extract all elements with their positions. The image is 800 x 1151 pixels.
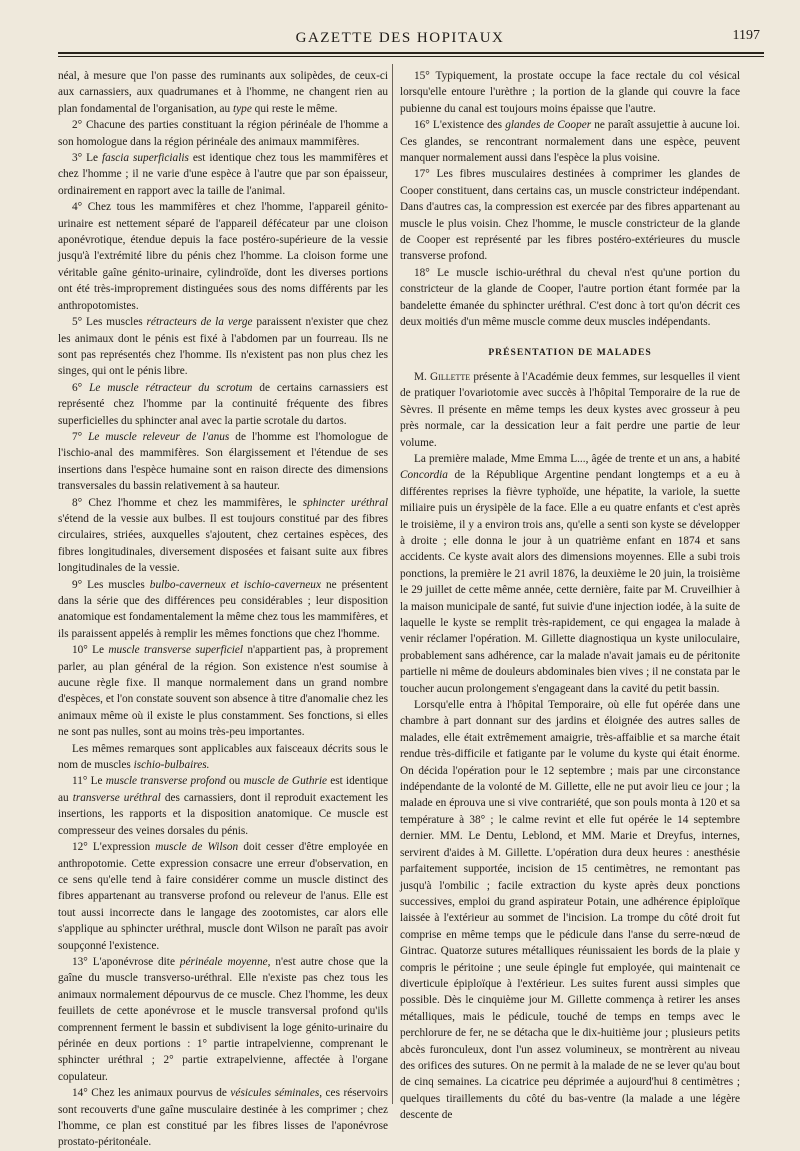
paragraph-2: 2° Chacune des parties constituant la région périnéale de l'homme a son homologue dans la région périnéale des animaux mammifères. [58,119,388,148]
right-column [400,68,740,1124]
paragraph-6: 6° Le muscle rétracteur du scrotum de certains carnassiers est représenté chez l'homme par la continuité fréquente des fibres superficielles du sphincter anal avec la partie scrotale du dartos. [58,381,388,427]
paragraph-4: 4° Chez tous les mammifères et chez l'homme, l'appareil génito-urinaire est nettement séparé de l'appareil défécateur par une cloison aponévrotique, étendue depuis la face postéro-supérieure de la vessie jusqu'à l'extrémité libre du pénis chez l'homme. La cloison forme une véritable gaîne génito-urinaire, cylindroïde, dont les diverses portions ont été très-improprement distinguées sous des noms différents par les anthropotomistes. [58,201,388,312]
column-divider [392,64,393,1104]
paragraph-1: néal, à mesure que l'on passe des ruminants aux solipèdes, de ceux-ci aux carnassiers, aux quadrumanes et à l'homme, ne changent rien au plan fondamental de l'organisation, au type qui reste le même. [58,70,388,115]
paragraph-10: 10° Le muscle transverse superficiel n'appartient pas, à proprement parler, au plan général de la région. Son existence n'est soumise à aucune règle fixe. Il manque normalement dans un grand nombre d'espèces, et l'on constate souvent son absence à titre d'anomalie chez les animaux même où il existe le plus constamment. Ses fonctions, si elles ne sont pas nulles, sont au moins très-peu importantes. [58,644,389,739]
paragraph-16: 16° L'existence des glandes de Cooper ne paraît assujettie à aucune loi. Ces glandes, se rencontrant normalement dans une espèce, peuvent manquer normalement aussi dans l'espèce la plus voisine. [400,119,741,165]
paragraph-10b: Les mêmes remarques sont applicables aux faisceaux décrits sous le nom de muscles ischio-bulbaires. [58,742,388,772]
page-number: 1197 [732,28,760,43]
paragraph-18: 18° Le muscle ischio-uréthral du cheval n'est qu'une portion du constricteur de la glande de Cooper, l'autre portion étant formée par la bandelette émanée du sphincter uréthral. C'est donc à tort qu'on décrit ces deux moitiés d'un même muscle comme deux muscles indépendants. [400,266,740,329]
paragraph-8: 8° Chez l'homme et chez les mammifères, le sphincter uréthral s'étend de la vessie aux bulbes. Il est toujours constitué par des fibres circulaires, striées, auxquelles s'ajoutent, chez certaines espèces, des fibres longitudinales, diversement disposées et faisant suite aux fibres longitudinales de la vessie. [58,496,388,575]
running-title: GAZETTE DES HOPITAUX [295,30,505,46]
left-column [58,68,388,1151]
section-heading: PRÉSENTATION DE MALADES [488,346,652,358]
paragraph-3: 3° Le fascia superficialis est identique chez tous les mammifères et chez l'homme ; il ne varie d'une espèce à l'autre que par son épaisseur, ordinairement en rapport avec la taille de l'animal. [58,152,388,197]
presentation-paragraph-2: La première malade, Mme Emma L..., âgée de trente et un ans, a habité Concordia de la République Argentine pendant longtemps et a eu à différentes reprises la fièvre typhoïde, une hépatite, la variole, la suette miliaire puis un érysipèle de la face. Elle a eu quatre enfants et c'est après le troisième, il y a environ trois ans, qu'elle a senti son kyste se développer à droite ; elle donna le jour à un quatrième enfant en 1874 et sans accidents. Ce kyste avait alors des dimensions moyennes. Elle a subi trois ponctions, la première le 21 avril 1876, la deuxième le 20 juin, la troisième le 29 juillet de cette même année, cette dernière, faite par M. Cruveilhier à la maison municipale de santé, fut suivie d'une injection iodée, à la suite de laquelle le kyste se remplit très-rapidement, ce qui engagea la malade à venir réclamer l'opération. M. Gillette diagnostiqua un kyste uniloculaire, probablement sans adhérence, car la malade n'avait jamais eu de péritonite partielle ni même de douleurs abdominales bien vives ; il ne constata par le toucher aucun prolongement s'engageant dans la cavité du petit bassin. [400,452,740,695]
paragraph-11: 11° Le muscle transverse profond ou muscle de Guthrie est identique au transverse uréthral des carnassiers, dont il reproduit exactement les insertions, les rapports et la disposition anatomique. Ce muscle est compresseur des veines dorsales du pénis. [58,775,389,837]
paragraph-14: 14° Chez les animaux pourvus de vésicules séminales, ces réservoirs sont recouverts d'une gaîne musculaire destinée à les comprimer ; chez l'homme, ce plan est constitué par les fibres lisses de l'aponévrose prostato-péritonéale. [58,1087,388,1149]
paragraph-17: 17° Les fibres musculaires destinées à comprimer les glandes de Cooper constituent, dans certains cas, un muscle constricteur indépendant. Dans d'autres cas, la compression est exercée par des fibres appartenant au muscle le plus voisin. Chez l'homme, le muscle constricteur de la glande de Cooper est représenté par les fibres postéro-extérieures du muscle transverse profond. [400,168,740,263]
header-rule [58,52,764,57]
paragraph-15: 15° Typiquement, la prostate occupe la face rectale du col vésical lorsqu'elle entoure l'urèthre ; la portion de la glande qui couvre la face pubienne du canal est toujours moins épaisse que l'autre. [400,70,740,115]
page-header [40,26,760,52]
presentation-paragraph-3: Lorsqu'elle entra à l'hôpital Temporaire, où elle fut opérée dans une chambre à part donnant sur des jardins et éloignée des autres salles de malades, elle était extrêmement amaigrie, très-affaiblie et sa marche était rendue très-difficile et fatigante par le volume du kyste qui était énorme. On décida l'opération pour le 12 septembre ; mais par une circonstance indépendante de la volonté de M. Gillette, elle ne put avoir lieu ce jour ; la malade en éprouva une si vive contrariété, que son pouls monta à 120 et sa température à 38° ; le calme revint et elle fut opérée le 14 septembre dernier. MM. Le Dentu, Leblond, et MM. Marie et Dreyfus, internes, servirent d'aides à M. Gillette. L'opération dura deux heures : anesthésie parfaitement supportée, incision de 15 centimètres, ne remontant pas jusqu'à l'ombilic ; facile extraction du kyste après deux ponctions successives, emploi du grand aspirateur Potain, une adhérence épiploïque laissée à l'extérieur au sommet de l'incision. La trompe du côté droit fut comprise en même temps que le pédicule dans l'anse du serre-nœud de Gintrac. Quatorze sutures métalliques réunissaient les bords de la plaie y compris le péritoine ; une seule épingle fut employée, qui maintenait ce diverticule épiploïque à l'extérieur. Les suites furent aussi simples que possible. Dès le cinquième jour M. Gillette commença à retirer les anses métalliques, mais le pédicule, touché de temps en temps avec le perchlorure de fer, ne se détacha que le dix-huitième jour ; plusieurs petits abcès furonculeux, dont l'un assez volumineux, se montrèrent au niveau des orifices des sutures. On ne permit à la malade de ne se lever qu'au bout de cinq semaines. La cicatrice peu déprimée a aujourd'hui 8 centimètres ; quelques tiraillements du côté du bas-ventre (la malade a une légère descente de [400,699,740,1122]
paragraph-13: 13° L'aponévrose dite périnéale moyenne, n'est autre chose que la gaîne du muscle transverso-uréthral. Elle n'existe pas chez tous les animaux normalement dépourvus de ce muscle. Chez l'homme, les deux feuillets de cette aponévrose et le muscle transversal profond qu'ils comprennent ferment le bassin et subdivisent la loge génito-urinaire du périnée en deux portions : 1° partie intrapelvienne, comprenant le sphincter uréthral ; 2° partie extrapelvienne, affectée à l'organe copulateur. [58,955,388,1083]
paragraph-5: 5° Les muscles rétracteurs de la verge paraissent n'exister que chez les animaux dont le pénis est fixé à l'abdomen par un fourreau. Ils ne sont pas représentés chez l'homme. Ils n'existent pas non plus chez les singes, qui ont le pénis libre. [58,316,389,378]
presentation-paragraph-1: M. Gillette présente à l'Académie deux femmes, sur lesquelles il vient de pratiquer l'ovariotomie avec succès à l'hôpital Temporaire de la rue de Sèvres. Il présente en même temps les deux kystes avec grosseur à peu près normale, car la dessication leur a fait perdre une partie de leur volume. [400,370,740,449]
paragraph-9: 9° Les muscles bulbo-caverneux et ischio-caverneux ne présentent dans la série que des différences peu considérables ; leur disposition anatomique est fondamentalement la même chez tous les mammifères, et ils paraissent appelés à remplir les mêmes fonctions que chez l'homme. [58,578,389,640]
paragraph-12: 12° L'expression muscle de Wilson doit cesser d'être employée en anthropotomie. Cette expression consacre une erreur d'observation, en ce sens qu'elle tend à faire considérer comme un muscle distinct des fibres appartenant au transverse profond ou releveur de l'anus. Elle est tout aussi incorrecte dans le langage des zootomistes, car alors elle s'applique au sphincter uréthral, muscle dont Wilson ne paraît pas avoir soupçonné l'existence. [58,841,389,952]
paragraph-7: 7° Le muscle releveur de l'anus de l'homme est l'homologue de l'ischio-anal des mammifères. Son élargissement et l'étendue de ses insertions dans l'espèce humaine sont en raison directe des dimensions transversales du bassin relativement à sa hauteur. [58,430,389,493]
